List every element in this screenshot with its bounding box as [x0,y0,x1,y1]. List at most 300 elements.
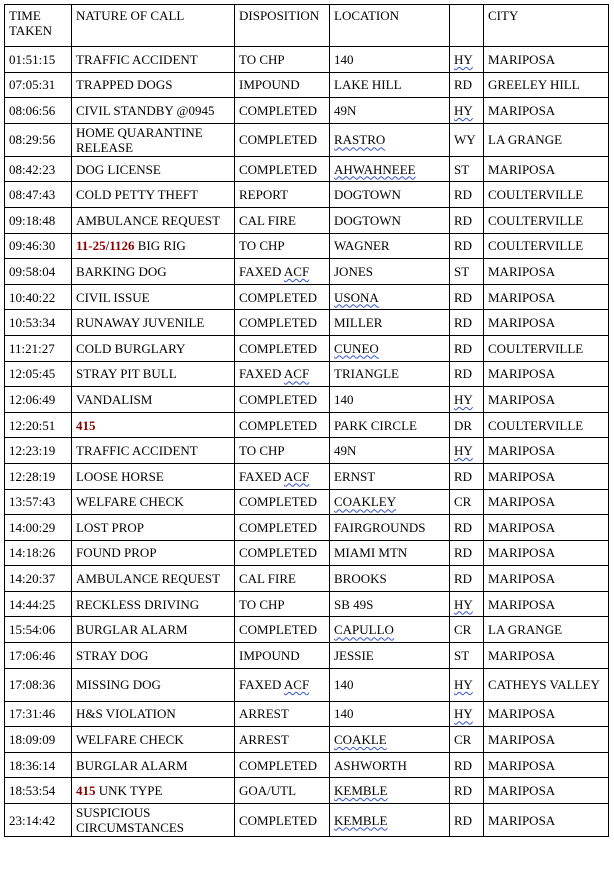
cell-city [484,207,609,233]
cell-city [484,412,609,438]
cell-suffix [450,207,484,233]
cell-city [484,591,609,617]
cell-disposition-text: COMPLETED [239,417,317,433]
cell-disposition-text: COMPLETED [239,340,317,356]
cell-disposition-text: TO CHP [239,51,285,67]
cell-nature-text: CIVIL STANDBY @0945 [76,102,215,118]
table-row [5,72,609,98]
cell-nature-text: TRAPPED DOGS [76,77,173,93]
cell-city [484,335,609,361]
table-row [5,47,609,73]
table-row [5,668,609,701]
header-time: TIME TAKEN [5,5,72,47]
cell-suffix [450,668,484,701]
cell-suffix [450,566,484,592]
cell-time-text: 18:36:14 [9,757,56,773]
cell-nature [72,727,235,753]
cell-disposition-text: COMPLETED [239,622,317,638]
cell-disposition [235,233,330,259]
cell-disposition [235,412,330,438]
cell-nature [72,617,235,643]
cell-nature-text: LOOSE HORSE [76,468,164,484]
cell-suffix-text: RD [454,77,473,93]
cell-nature-text: UNK TYPE [98,783,163,799]
table-row [5,361,609,387]
cell-nature [72,540,235,566]
cell-city-text: MARIPOSA [488,757,556,773]
cell-disposition-text: ARREST [239,706,289,722]
cell-suffix [450,412,484,438]
cell-nature-text: BIG RIG [137,238,186,254]
cell-disposition [235,515,330,541]
cell-city-text: MARIPOSA [488,519,556,535]
cell-time-text: 15:54:06 [9,622,56,638]
cell-nature-text: TRAFFIC ACCIDENT [76,51,198,67]
cell-time-text: 12:20:51 [9,417,56,433]
cell-location [330,284,450,310]
cell-nature [72,47,235,73]
cell-location [330,98,450,124]
cell-city-text: MARIPOSA [488,289,556,305]
cell-suffix-text: ST [454,263,470,279]
cell-time [5,233,72,259]
cell-time [5,591,72,617]
cell-nature-text: HOME QUARANTINE RELEASE [76,124,203,155]
table-row [5,123,609,156]
cell-location [330,727,450,753]
cell-time [5,284,72,310]
cell-suffix [450,259,484,285]
cell-nature [72,182,235,208]
cell-disposition [235,804,330,837]
cell-nature [72,361,235,387]
cell-location-text: COAKLE [334,732,387,748]
cell-suffix [450,361,484,387]
cell-suffix-text: RD [454,545,473,561]
cell-city [484,284,609,310]
cell-nature-text: LOST PROP [76,519,145,535]
cell-nature [72,207,235,233]
cell-suffix-text: RD [454,571,473,587]
cell-location [330,233,450,259]
cell-suffix-text: RD [454,468,473,484]
cell-disposition [235,156,330,182]
cell-nature [72,591,235,617]
cell-nature-text: CIVIL ISSUE [76,289,150,305]
cell-location-text: 140 [334,706,354,722]
cell-location-text: USONA [334,289,379,305]
cell-suffix [450,701,484,727]
cell-city [484,489,609,515]
cell-suffix-text: CR [454,732,472,748]
cell-suffix-text: RD [454,783,473,799]
cell-disposition [235,463,330,489]
cell-time-text: 12:05:45 [9,366,56,382]
table-row [5,207,609,233]
cell-time [5,387,72,413]
cell-location [330,643,450,669]
cell-disposition-text: CAL FIRE [239,571,296,587]
cell-location-text: RASTRO [334,132,386,148]
cell-nature [72,804,235,837]
cell-location-text: AHWAHNEEE [334,161,416,177]
cell-nature-text: COLD BURGLARY [76,340,186,356]
cell-suffix [450,591,484,617]
cell-suffix-text: RD [454,519,473,535]
cell-suffix [450,778,484,804]
cell-disposition [235,47,330,73]
cell-disposition [235,123,330,156]
cell-city-text: MARIPOSA [488,161,556,177]
cell-disposition [235,701,330,727]
cell-location [330,47,450,73]
cell-suffix-text: DR [454,417,473,433]
cell-city [484,643,609,669]
cell-disposition-text: COMPLETED [239,519,317,535]
cell-disposition [235,643,330,669]
cell-location-text: DOGTOWN [334,187,401,203]
cell-disposition-text: CAL FIRE [239,212,296,228]
spellcheck-mark: ACF [283,677,310,693]
cell-disposition [235,489,330,515]
cell-suffix [450,310,484,336]
table-row [5,701,609,727]
cell-location-text: 49N [334,443,357,459]
cell-suffix [450,284,484,310]
cell-suffix-text: RD [454,212,473,228]
cell-location [330,259,450,285]
cell-time-text: 08:29:56 [9,132,56,148]
cell-city-text: MARIPOSA [488,706,556,722]
cell-location-text: WAGNER [334,238,390,254]
cell-time-text: 18:09:09 [9,732,56,748]
cell-suffix [450,98,484,124]
cell-nature-text: FOUND PROP [76,545,157,561]
cell-nature-text: TRAFFIC ACCIDENT [76,443,198,459]
spellcheck-mark: ACF [283,468,310,484]
cell-disposition-text: FAXED ACF [239,468,310,484]
cell-disposition-text: ARREST [239,732,289,748]
cell-time [5,156,72,182]
cell-location [330,310,450,336]
cell-time-text: 13:57:43 [9,494,56,510]
cell-disposition-text: COMPLETED [239,757,317,773]
cell-time [5,668,72,701]
header-nature: NATURE OF CALL [72,5,235,47]
cell-location [330,701,450,727]
cell-city [484,752,609,778]
cell-suffix [450,156,484,182]
cell-city [484,156,609,182]
header-row [5,5,609,47]
cell-time [5,182,72,208]
cell-time [5,752,72,778]
cell-disposition-text: TO CHP [239,238,285,254]
cell-time [5,438,72,464]
cell-nature [72,566,235,592]
cell-city-text: MARIPOSA [488,391,556,407]
cell-city [484,123,609,156]
cell-location [330,617,450,643]
cell-city-text: MARIPOSA [488,732,556,748]
table-row [5,156,609,182]
cell-city-text: COULTERVILLE [488,187,584,203]
cell-city [484,438,609,464]
cell-city [484,233,609,259]
cell-disposition [235,752,330,778]
table-row [5,259,609,285]
cell-suffix [450,72,484,98]
cell-suffix-text: RD [454,238,473,254]
cell-location [330,72,450,98]
cell-location [330,387,450,413]
cell-location [330,752,450,778]
cell-time [5,515,72,541]
cell-suffix-text: HY [454,677,473,693]
cell-nature-code: 11-25/1126 [76,238,135,254]
table-row [5,233,609,259]
cell-city-text: CATHEYS VALLEY [488,677,600,693]
cell-disposition-text: GOA/UTL [239,783,297,799]
cell-city [484,310,609,336]
cell-nature [72,701,235,727]
cell-location-text: KEMBLE [334,812,388,828]
cell-location-text: ASHWORTH [334,757,407,773]
cell-suffix [450,438,484,464]
cell-suffix-text: ST [454,161,470,177]
cell-nature [72,778,235,804]
cell-location-text: CUNEO [334,340,379,356]
cell-nature-text: RUNAWAY JUVENILE [76,315,205,331]
table-row [5,182,609,208]
cell-nature-text: RECKLESS DRIVING [76,596,200,612]
cell-location-text: 140 [334,51,354,67]
cell-nature [72,463,235,489]
cell-disposition [235,361,330,387]
cell-nature-text: H&S VIOLATION [76,706,176,722]
cell-location [330,489,450,515]
cell-city-text: MARIPOSA [488,366,556,382]
cell-suffix-text: HY [454,596,473,612]
cell-city [484,98,609,124]
cell-nature [72,284,235,310]
cell-time [5,47,72,73]
cell-location [330,207,450,233]
cell-time-text: 14:20:37 [9,571,56,587]
cell-disposition-text: IMPOUND [239,647,300,663]
cell-location-text: LAKE HILL [334,77,402,93]
cell-suffix [450,515,484,541]
cell-nature [72,310,235,336]
cell-suffix [450,540,484,566]
cell-time-text: 10:40:22 [9,289,56,305]
cell-nature [72,438,235,464]
table-row [5,463,609,489]
cell-disposition [235,566,330,592]
cell-disposition-text: REPORT [239,187,289,203]
cell-city [484,361,609,387]
cell-location [330,335,450,361]
cell-location-text: 140 [334,677,354,693]
cell-nature-text: SUSPICIOUS CIRCUMSTANCES [76,805,185,836]
cell-nature [72,335,235,361]
cell-disposition [235,207,330,233]
cell-disposition-text: COMPLETED [239,812,317,828]
cell-disposition [235,727,330,753]
cell-city-text: COULTERVILLE [488,212,584,228]
cell-suffix-text: RD [454,366,473,382]
table-row [5,617,609,643]
cell-location-text: COAKLEY [334,494,397,510]
cell-city [484,566,609,592]
cell-disposition-text: IMPOUND [239,77,300,93]
cell-suffix [450,182,484,208]
cell-time-text: 10:53:34 [9,315,56,331]
cell-nature-text: MISSING DOG [76,677,161,693]
cell-suffix-text: RD [454,340,473,356]
cell-time-text: 23:14:42 [9,812,56,828]
cell-disposition [235,591,330,617]
cell-nature [72,668,235,701]
cell-suffix [450,47,484,73]
cell-time-text: 18:53:54 [9,783,56,799]
cell-disposition-text: FAXED ACF [239,366,310,382]
call-log-table [4,4,609,837]
cell-city [484,387,609,413]
cell-time-text: 17:08:36 [9,677,56,693]
cell-disposition-text: FAXED ACF [239,677,310,693]
cell-time-text: 09:18:48 [9,212,56,228]
cell-location-text: ERNST [334,468,376,484]
cell-city [484,617,609,643]
cell-nature [72,233,235,259]
cell-nature-text: STRAY DOG [76,647,149,663]
cell-nature-text: AMBULANCE REQUEST [76,571,221,587]
cell-time [5,335,72,361]
header-location: LOCATION [330,5,450,47]
cell-location-text: JONES [334,263,374,279]
cell-city-text: COULTERVILLE [488,340,584,356]
cell-time [5,98,72,124]
cell-disposition [235,72,330,98]
cell-time-text: 07:05:31 [9,77,56,93]
cell-location [330,412,450,438]
cell-location-text: JESSIE [334,647,374,663]
cell-disposition [235,335,330,361]
cell-suffix-text: ST [454,647,470,663]
cell-city [484,804,609,837]
cell-time-text: 08:06:56 [9,102,56,118]
cell-suffix-text: HY [454,443,473,459]
cell-location [330,123,450,156]
cell-city-text: MARIPOSA [488,468,556,484]
cell-city [484,727,609,753]
cell-city-text: MARIPOSA [488,494,556,510]
cell-disposition [235,259,330,285]
table-row [5,284,609,310]
cell-time-text: 09:58:04 [9,263,56,279]
cell-nature-text: VANDALISM [76,391,153,407]
cell-suffix-text: RD [454,289,473,305]
cell-city [484,72,609,98]
cell-location-text: SB 49S [334,596,374,612]
cell-suffix [450,387,484,413]
cell-city-text: LA GRANGE [488,622,563,638]
cell-time [5,643,72,669]
spellcheck-mark: ACF [283,263,310,279]
cell-city-text: MARIPOSA [488,596,556,612]
cell-disposition [235,540,330,566]
cell-location [330,804,450,837]
cell-suffix-text: RD [454,187,473,203]
cell-suffix [450,489,484,515]
cell-suffix-text: HY [454,391,473,407]
cell-city-text: MARIPOSA [488,51,556,67]
cell-suffix-text: HY [454,706,473,722]
cell-time-text: 17:06:46 [9,647,56,663]
cell-city-text: MARIPOSA [488,545,556,561]
cell-location-text: 49N [334,102,357,118]
cell-location [330,463,450,489]
cell-disposition [235,438,330,464]
cell-city [484,701,609,727]
spellcheck-mark: ACF [283,366,310,382]
cell-time [5,701,72,727]
cell-location-text: CAPULLO [334,622,394,638]
cell-location [330,540,450,566]
cell-time [5,361,72,387]
cell-nature-text: BURGLAR ALARM [76,757,188,773]
cell-suffix [450,804,484,837]
cell-disposition-text: COMPLETED [239,289,317,305]
cell-time-text: 12:23:19 [9,443,56,459]
cell-time [5,804,72,837]
table-row [5,778,609,804]
cell-disposition [235,668,330,701]
cell-location-text: BROOKS [334,571,387,587]
cell-time [5,310,72,336]
table-row [5,310,609,336]
table-body [5,47,609,837]
table-row [5,540,609,566]
cell-location [330,566,450,592]
cell-disposition [235,310,330,336]
cell-time-text: 14:44:25 [9,596,56,612]
cell-location [330,438,450,464]
cell-nature [72,156,235,182]
cell-nature [72,412,235,438]
cell-time [5,727,72,753]
cell-disposition-text: FAXED ACF [239,263,310,279]
header-suffix [450,5,484,47]
cell-city-text: LA GRANGE [488,132,563,148]
cell-nature [72,98,235,124]
cell-suffix-text: RD [454,315,473,331]
cell-city-text: MARIPOSA [488,571,556,587]
cell-city [484,47,609,73]
cell-suffix-text: RD [454,812,473,828]
cell-location [330,361,450,387]
cell-city-text: MARIPOSA [488,647,556,663]
cell-nature-text: STRAY PIT BULL [76,366,177,382]
cell-location [330,668,450,701]
cell-suffix-text: CR [454,622,472,638]
cell-nature [72,259,235,285]
cell-nature [72,489,235,515]
cell-city-text: MARIPOSA [488,783,556,799]
cell-time [5,207,72,233]
cell-location-text: PARK CIRCLE [334,417,417,433]
